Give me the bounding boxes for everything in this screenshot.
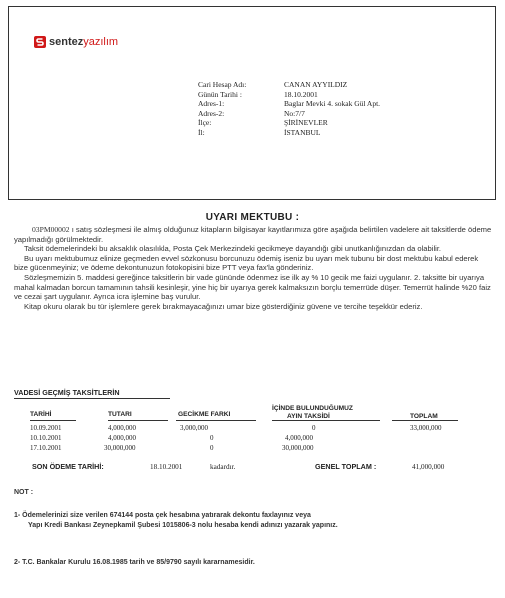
table-heading: VADESİ GEÇMİŞ TAKSİTLERİN — [14, 388, 120, 397]
address-row — [198, 80, 380, 90]
genel-toplam-value: 41,000,000 — [412, 463, 445, 471]
paragraph-text: ı satış sözleşmesi ile almış olduğunuz kitapların bilgisayar kayıtlarımıza göre aşağıda belirtilen vadelere ait taksitlerde ödeme yapılmadığı görülmektedir. — [14, 225, 492, 244]
address-row — [198, 90, 380, 100]
address-label: Adres-2: — [198, 108, 225, 118]
letter-title: UYARI MEKTUBU : — [205, 212, 300, 223]
address-label: Cari Hesap Adı: — [198, 80, 247, 89]
son-odeme-value: 18.10.2001 — [150, 463, 183, 471]
divider — [272, 420, 380, 421]
paragraph-3: Bu uyarı mektubumuz elinize geçmeden evvel sözkonusu borcunuzu ödemiş iseniz bu uyarı mek tubunu bir dost mektubu kabul ederek bize gücenmeyiniz; ve ödeme dekontunuzun fotokopisini bize PTT veya fax'la gönderiniz. — [14, 253, 479, 273]
note-1-line-2: Yapı Kredi Bankası Zeynepkamil Şubesi 1015806-3 nolu hesaba kendi adınızı yazarak yapınız. — [28, 522, 338, 529]
logo-text-yazilim: yazılım — [83, 36, 119, 48]
divider — [392, 420, 458, 421]
column-header-toplam: TOPLAM — [410, 413, 438, 420]
address-value: Baglar Mevki 4. sokak Gül Apt. — [284, 99, 381, 108]
paragraph-1 — [14, 225, 492, 244]
son-odeme-label: SON ÖDEME TARİHİ: — [32, 462, 104, 471]
cell-tarih: 10.10.2001 — [30, 434, 62, 442]
column-header-gecikme: GECİKME FARKI — [178, 411, 231, 418]
cell-tarih: 17.10.2001 — [30, 444, 62, 452]
cell-ayin: 4,000,000 — [285, 434, 313, 442]
note-2: 2- T.C. Bankalar Kurulu 16.08.1985 tarih ve 85/9790 sayılı kararnamesidir. — [14, 559, 255, 566]
address-value: ŞİRİNEVLER — [284, 118, 328, 127]
address-row — [198, 109, 380, 119]
cell-gecikme: 0 — [210, 444, 214, 452]
reference-code: 03PM00002 — [32, 225, 70, 234]
company-logo — [34, 36, 118, 48]
cell-gecikme: 3,000,000 — [180, 424, 208, 432]
genel-toplam-label: GENEL TOPLAM : — [315, 462, 377, 471]
letter-body — [14, 225, 492, 311]
cell-tutar: 4,000,000 — [108, 424, 136, 432]
cell-toplam: 33,000,000 — [410, 424, 442, 432]
address-value: CANAN AYYILDIZ — [284, 80, 348, 89]
logo-icon — [34, 36, 46, 48]
address-row — [198, 118, 380, 128]
address-label: Günün Tarihi : — [198, 89, 242, 99]
paragraph-4: Sözleşmemizin 5. maddesi gereğince taksitlerin bir vade gününde ödenmez ise ilk ay % 10 gecik me faizi uygulanır. 2. taksitte bir uyarıya mahal kalmadan borcun tamamının tahsili kesinleşir, yine hiç bir uyarıya gerek kalmaksızın borçlu temerrüde düşer. Temerrüt halinde %20 faiz ve cezai şart uygulanır. Ayrıca icra işlemine baş vurulur. — [14, 272, 491, 302]
address-label: İlçe: — [198, 118, 212, 127]
address-value: İSTANBUL — [284, 127, 321, 137]
column-header-tutar: TUTARI — [108, 411, 132, 418]
cell-ayin: 30,000,000 — [282, 444, 314, 452]
address-label: Adres-1: — [198, 99, 225, 108]
cell-tutar: 30,000,000 — [104, 444, 136, 452]
cell-ayin: 0 — [312, 424, 316, 432]
note-1-line-1: 1- Ödemelerinizi size verilen 674144 posta çek hesabına yatırarak dekontu faxlayınız veya — [14, 512, 311, 519]
address-row — [198, 128, 380, 138]
logo-text-sentez: sentez — [49, 36, 84, 48]
address-value: No:7/7 — [284, 108, 305, 118]
cell-tarih: 10.09.2001 — [30, 424, 62, 432]
address-row — [198, 99, 380, 109]
cell-tutar: 4,000,000 — [108, 434, 136, 442]
kadar-text: kadardır. — [210, 463, 236, 471]
divider — [108, 420, 168, 421]
cell-gecikme: 0 — [210, 434, 214, 442]
divider — [30, 420, 76, 421]
paragraph-5: Kitap okuru olarak bu tür işlemlere gerek bırakmayacağınızı umar bize gösterdiğiniz güvene ve tercihe teşekkür ederiz. — [24, 301, 423, 311]
column-header-tarih: TARİHİ — [30, 411, 52, 418]
notes-heading: NOT : — [14, 489, 34, 496]
address-label: İl: — [198, 127, 205, 137]
address-block — [198, 80, 380, 137]
paragraph-2: Taksit ödemelerindeki bu aksaklık olasılıkla, Posta Çek Merkezindeki gecikmeye dayandığı gibi unutkanlığınızdan da olabilir. — [24, 244, 442, 254]
column-header-ayin-2: AYIN TAKSİDİ — [287, 413, 330, 420]
address-value: 18.10.2001 — [284, 89, 318, 99]
column-header-ayin-1: İÇİNDE BULUNDUĞUMUZ — [272, 405, 353, 412]
divider — [176, 420, 256, 421]
divider — [14, 398, 170, 399]
